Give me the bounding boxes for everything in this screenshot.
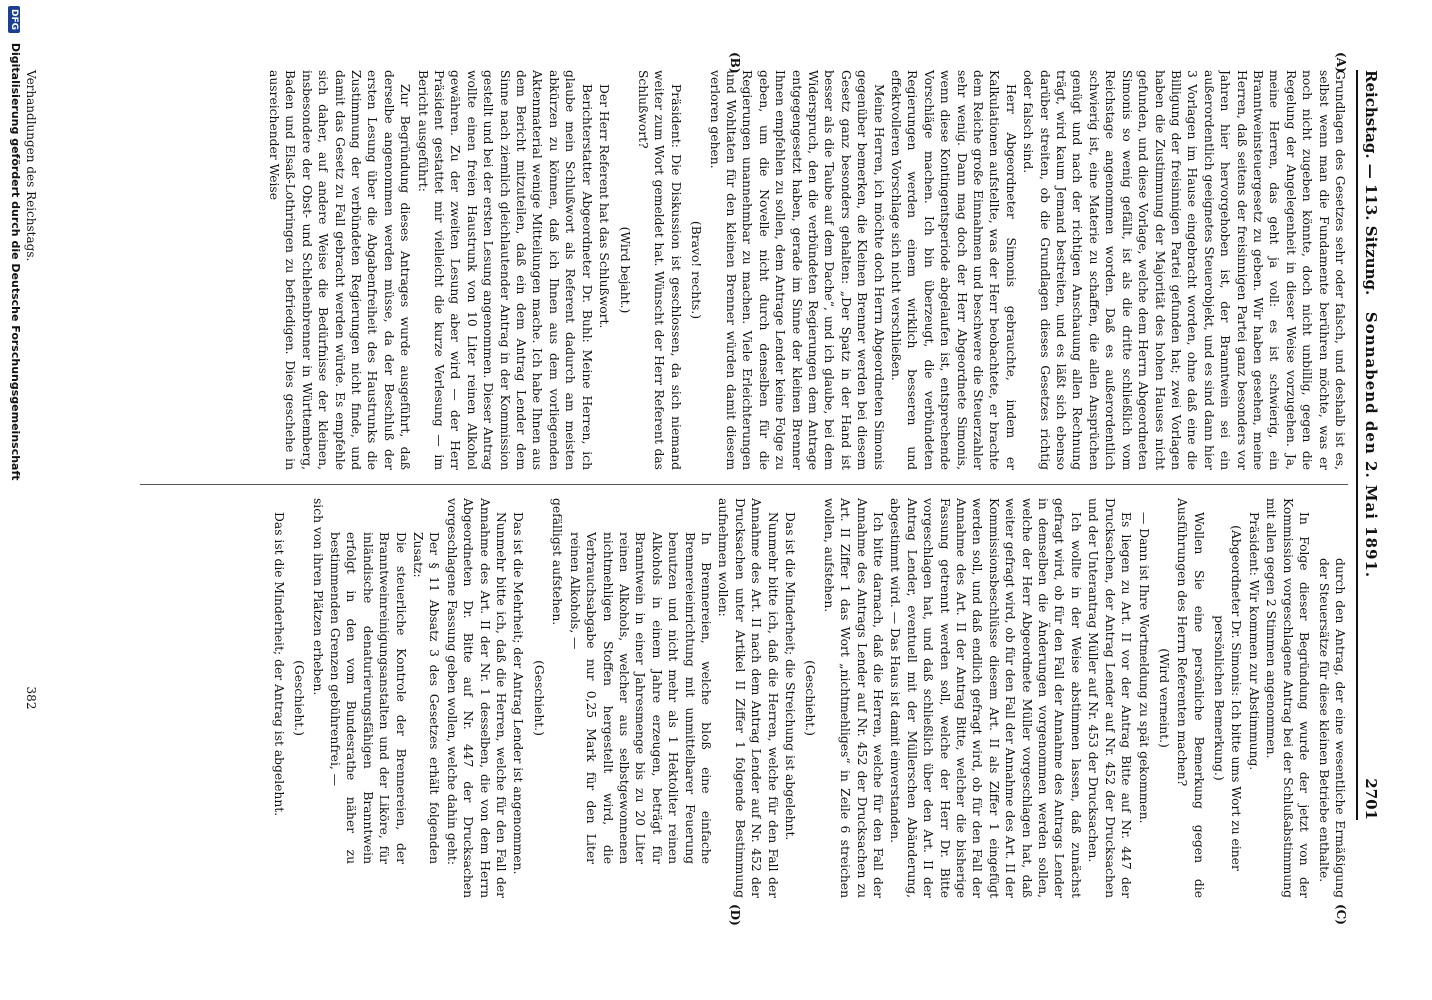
right-column <box>50 498 1348 898</box>
paragraph: Das ist die Minderheit; die Streichung ist abgelehnt. <box>783 512 797 841</box>
interjection: (Wird bejaht.) <box>617 226 632 314</box>
paragraph: Nunmehr bitte ich, daß die Herren, welche für den Fall der Annahme des Art. II nach dem Antrag Lender auf Nr. 452 der Drucksachen unter Artikel II Ziffer 1 folgende Bestimmung aufnehmen wollen: <box>716 498 780 898</box>
paragraph: Meine Herren, ich möchte doch Herrn Abgeordneten Simonis gegenüber bemerken, die Kleinen Brenner werden bei diesem Gesetz ganz besonders gehalten: „Der Spatz in der Hand ist besser als die Taube auf dem Dache“, und ich glaube, bei dem Widerspruch, den die verbündeten Regierungen dem Antrage entgegengesetzt haben, gerade im Sinne der kleinen Brenner Ihnen empfehlen zu sollen, dem Antrage Lender keine Folge zu geben, um die Novelle nicht durch denselben für die Regierungen unannehmbar zu machen. Viele Erleichterungen und Wohltaten für den kleinen Brenner würden damit diesem verloren gehen. <box>707 70 886 470</box>
paragraph: Herr Abgeordneter Simonis gebrauchte, indem er Kalkulationen aufstellte, was der Herr beobachtete, er brachte dem Reiche große Einnahmen und beschwere die Steuerzahler sehr wenig. Dann mag doch der Herr Abgeordnete Simonis, wenn diese Kontingentsperiode abgelaufen ist, entsprechende Vorschläge machen. Ich bin überzeugt, die verbündeten Regierungen werden einem wirklich besseren und effektvolleren Vorschlage sich nicht verschließen. <box>889 70 1018 470</box>
header-date: Sonnabend den 2. Mai 1891. <box>1362 311 1380 579</box>
margin-marker-b: (B) <box>728 52 742 74</box>
footer-publication: Verhandlungen des Reichstags. <box>24 70 38 262</box>
interjection: (Abgeordneter Dr. Simonis: Ich bitte ums Wort zu einer persönlichen Bemerkung.) <box>1212 525 1243 871</box>
paragraph: Das ist die Minderheit; der Antrag ist abgelehnt. <box>271 512 286 817</box>
margin-marker-a: (A) <box>1334 52 1348 73</box>
paragraph: Wollen Sie eine persönliche Bemerkung gegen die Ausführungen des Herrn Referenten machen? <box>1175 498 1206 898</box>
paragraph: Zur Begründung dieses Antrages wurde ausgeführt, daß derselbe angenommen werden müsse, da der Beschluß der ersten Lesung über die Abgabenfreiheit des Haustrunks die Zustimmung der verbündeten Regierungen nicht finde, und damit das Gesetz zu Fall gebracht werden würde. Es empfehle sich daher, auf andere Weise die Bedürfnisse der kleinen, insbesondere der Obst- und Schlehenbrenner in Württemberg, Baden und Elsaß-Lothringen zu befriedigen. Dies geschehe in ausreichender Weise <box>267 70 413 470</box>
left-column <box>50 70 1348 470</box>
paragraph: Ich wollte in der Weise abstimmen lassen, daß zunächst gefragt wird, ob für den Fall der Annahme des Antrags Lender in demselben die Änderungen vorgenommen werden sollen, welche der Herr Abgeordnete Müller vorgeschlagen hat, daß weiter gefragt wird, ob für den Fall der Annahme des Art. II der Kommissionsbeschlüsse diesem Art. II als Ziffer 1 eingefügt werden soll, und daß endlich gefragt wird, ob für den Fall der Annahme des Art. II der Antrag Bitte, welcher die bisherige Fassung getrennt werden soll, welche der Herr Dr. Bitte vorgeschlagen hat, und daß schließlich über den Art. II der Antrag Lender, eventuell mit der Müllerschen Abänderung, abgestimmt wird. — Das Haus ist damit einverstanden. <box>888 498 1083 898</box>
paragraph: — Dann ist Ihre Wortmeldung zu spät gekommen. <box>1136 512 1151 824</box>
page-header <box>1356 70 1392 820</box>
margin-marker-c: (C) <box>1334 904 1348 925</box>
interjection: (Geschieht.) <box>531 660 546 736</box>
paragraph: Es liegen zu Art. II vor der Antrag Bitte auf Nr. 447 der Drucksachen, der Antrag Lender auf Nr. 452 der Drucksachen und der Unterantrag Müller auf Nr. 453 der Drucksachen. <box>1086 498 1134 898</box>
digitization-credit <box>8 0 22 926</box>
quoted-provision: Der § 11 Absatz 3 des Gesetzes erhält folgenden Zusatz: <box>411 532 442 864</box>
paragraph: Präsident: Wir kommen zur Abstimmung. <box>1246 512 1261 771</box>
paragraph: Das ist die Mehrheit; der Antrag Lender ist angenommen. <box>511 512 526 875</box>
paragraph: Ich bitte darnach, daß die Herren, welche für den Fall der Annahme des Antrags Lender auf Nr. 452 der Drucksachen zu Art. II Ziffer 1 das Wort „nichtmehliges“ in Zeile 6 streichen wollen, aufstehen. <box>821 498 886 898</box>
paragraph: sich von ihren Plätzen erheben. <box>310 498 325 696</box>
quoted-provision: In Brennereien, welche bloß eine einfache Brennereieinrichtung mit unmittelbarer Feuerung benutzen und nicht mehr als 1 Hektoliter reinen Alkohols in einem Jahre erzeugen, beträgt für Branntwein in einer Jahresmenge bis zu 20 Liter reinen Alkohols, welcher aus selbstgewonnenen nichtmehligen Stoffen hergestellt wird, die Verbrauchsabgabe nur 0,25 Mark für den Liter reinen Alkohols, — <box>567 532 713 864</box>
paragraph: Der Herr Referent hat das Schlußwort. <box>597 84 612 329</box>
paragraph: Präsident: Die Diskussion ist geschlossen, da sich niemand weiter zum Wort gemeldet hat. Wünscht der Herr Referent das Schlußwort? <box>635 70 683 470</box>
header-left-title: Reichstag. — 113. Sitzung. <box>1362 70 1380 296</box>
paragraph: In Folge dieser Begründung wurde der jetzt von der Kommission vorgeschlagene Antrag bei der Schlußabstimmung mit allen gegen 2 Stimmen angenommen. <box>1264 498 1312 898</box>
interjection: (Bravo! rechts.) <box>689 220 704 320</box>
page-number: 2701 <box>1362 778 1380 820</box>
interjection: (Geschieht.) <box>292 660 307 736</box>
quoted-provision: Die steuerliche Kontrole der Brennereien, der Branntweinreinigungsanstalten und der Liköre, für inländische denaturierungsfähigen Branntwein erfolgt in den vom Bundesrathe näher zu bestimmenden Grenzen gebührenfrei, — <box>328 532 408 864</box>
paragraph: Grundlagen des Gesetzes sehr oder falsch, und deshalb ist es, selbst wenn man die Fundamente berühren möchte, was er noch nicht zugeben könnte, doch nicht unbillig, gegen die Regelung der Angelegenheit in dieser Weise vorzugehen. Ja, meine Herren, das geht ja voll: es ist schwierig, ein Branntweinsteuergesetz zu geben. Wir haben gesehen, meine Herren, daß seitens der freisinnigen Partei ganz besonders vor Jahren hier hervorgehoben ist, der Branntwein sei ein außerordentlich geeignetes Steuerobjekt, und es sind dann hier 3 Vorlagen im Hause eingebracht worden, ohne daß eine die Billigung der freisinnigen Partei gefunden hat; zwei Vorlagen haben die Zustimmung der Majorität des hohen Hauses nicht gefunden, und diese Vorlage, welche dem Herrn Abgeordneten Simonis so wenig gefällt, ist als die dritte schließlich vom Reichstage angenommen worden. Daß es außerordentlich schwierig ist, eine Materie zu schaffen, die allen Ansprüchen genügt und nach der richtigen Anschauung allen Rechnung trägt, wird kaum Jemand bestreiten, und es läßt sich ebenso darüber streiten, ob die Grundlagen dieses Gesetzes richtig oder falsch sind. <box>1021 70 1347 470</box>
paragraph: Nunmehr bitte ich, daß die Herren, welche für den Fall der Annahme des Art. II der Nr. 1 desselben, die von dem Herrn Abgeordneten Dr. Bitte auf Nr. 447 der Drucksachen vorgeschlagene Fassung geben wollen, welche dahin geht: <box>444 498 509 898</box>
column-divider <box>140 484 1348 485</box>
interjection: (Geschieht.) <box>803 660 818 736</box>
page-signature: 382 <box>24 686 38 710</box>
paragraph: durch den Antrag, der eine wesentliche Ermäßigung der Steuersätze für diese kleinen Betriebe enthalte. <box>1316 558 1347 898</box>
paragraph: gefälligst aufstehen. <box>550 498 565 626</box>
margin-marker-d: (D) <box>728 904 742 926</box>
interjection: (Wird verneint.) <box>1156 648 1171 748</box>
dfg-logo-icon: DFG <box>8 6 20 33</box>
paragraph: Berichterstatter Abgeordneter Dr. Buhl: Meine Herren, ich glaube mein Schlußwort als Referent dadurch am meisten abkürzen zu können, daß ich Ihnen aus dem vorliegenden Aktenmaterial wenige Mitteilungen mache. Ich habe Ihnen aus dem Bericht mitzuteilen, daß ein dem Antrag Lender dem Sinne nach ziemlich gleichlautender Antrag in der Kommission gestellt und bei der ersten Lesung angenommen. Dieser Antrag wollte einen freien Haustrunk von 10 Liter reinen Alkohol gewähren. Zu der zweiten Lesung aber wird — der Herr Präsident gestattet mir vielleicht die kurze Verlesung — im Bericht ausgeführt: <box>415 70 594 470</box>
credit-text: Digitalisierung gefördert durch die Deutsche Forschungsgemeinschaft <box>9 42 22 481</box>
